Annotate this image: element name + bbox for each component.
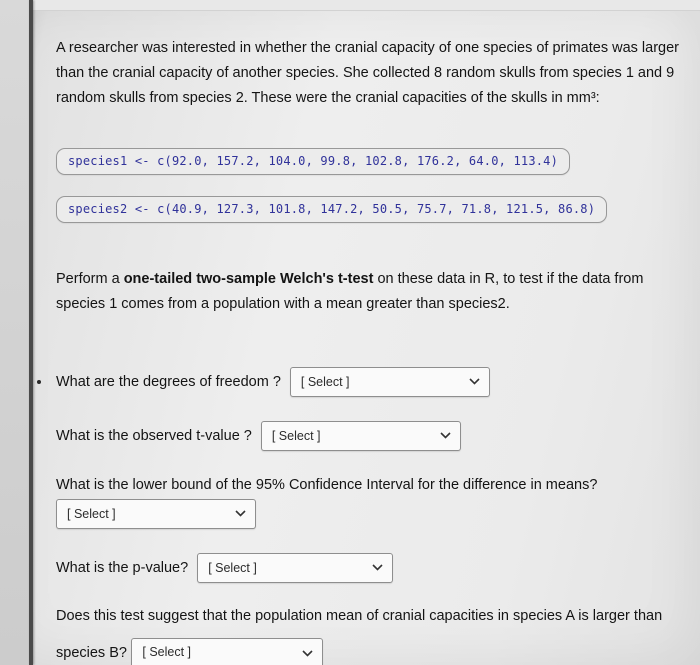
code-species2-box [56, 196, 607, 223]
code-species1-box [56, 148, 570, 175]
chevron-down-icon [469, 378, 480, 385]
select-placeholder: [ Select ] [300, 374, 350, 389]
quiz-question-body [56, 0, 684, 665]
p-value-select[interactable] [197, 553, 393, 583]
question-intro [56, 36, 684, 111]
chevron-down-icon [235, 510, 246, 517]
select-placeholder: [ Select ] [208, 560, 257, 575]
code-line-2-wrap [56, 196, 684, 223]
task-instruction [56, 267, 684, 317]
task-emphasis: one-tailed two-sample Welch's t-test [123, 270, 374, 287]
t-value-label: What is the observed t-value ? [56, 427, 252, 444]
code-line-1-wrap [56, 148, 684, 175]
t-value-select[interactable] [261, 421, 461, 451]
code-species1: species1 <- c(92.0, 157.2, 104.0, 99.8, 102.8, 176.2, 64.0, 113.4) [68, 153, 559, 168]
degrees-of-freedom-label: What are the degrees of freedom ? [56, 373, 281, 390]
select-placeholder: [ Select ] [271, 428, 321, 443]
chevron-down-icon [440, 432, 451, 439]
conclusion-select[interactable] [131, 638, 323, 665]
select-placeholder: [ Select ] [142, 645, 192, 660]
question-t-value [56, 421, 684, 451]
question-degrees-of-freedom [56, 367, 684, 397]
ci-lower-bound-select[interactable] [56, 499, 256, 529]
p-value-label: What is the p-value? [56, 559, 189, 576]
task-pre: Perform a [56, 270, 124, 287]
chevron-down-icon [302, 650, 313, 657]
select-placeholder: [ Select ] [67, 506, 116, 521]
code-species2: species2 <- c(40.9, 127.3, 101.8, 147.2, 50.5, 75.7, 71.8, 121.5, 86.8) [68, 201, 596, 216]
screen-left-edge [0, 0, 29, 665]
list-bullet [37, 380, 41, 384]
question-p-value [56, 553, 684, 583]
screen-edge-line [29, 0, 33, 665]
task-post: on these data in R, to test if the data from species 1 comes from a population with a mean greater than species2. [56, 270, 644, 312]
question-intro-text: A researcher was interested in whether the cranial capacity of one species of primates was larger than the cranial capacity of another species. She collected 8 random skulls from species 1 and 9 random skulls from species 2. These were the cranial capacities of the skulls in mm³: [56, 40, 680, 106]
degrees-of-freedom-select[interactable] [290, 367, 490, 397]
conclusion-label: Does this test suggest that the population mean of cranial capacities in species A is larger than species B? [56, 607, 663, 662]
question-ci-lower-bound [56, 477, 684, 529]
chevron-down-icon [372, 564, 383, 571]
question-conclusion [56, 597, 684, 665]
ci-lower-bound-label: What is the lower bound of the 95% Confidence Interval for the difference in means? [56, 476, 598, 493]
